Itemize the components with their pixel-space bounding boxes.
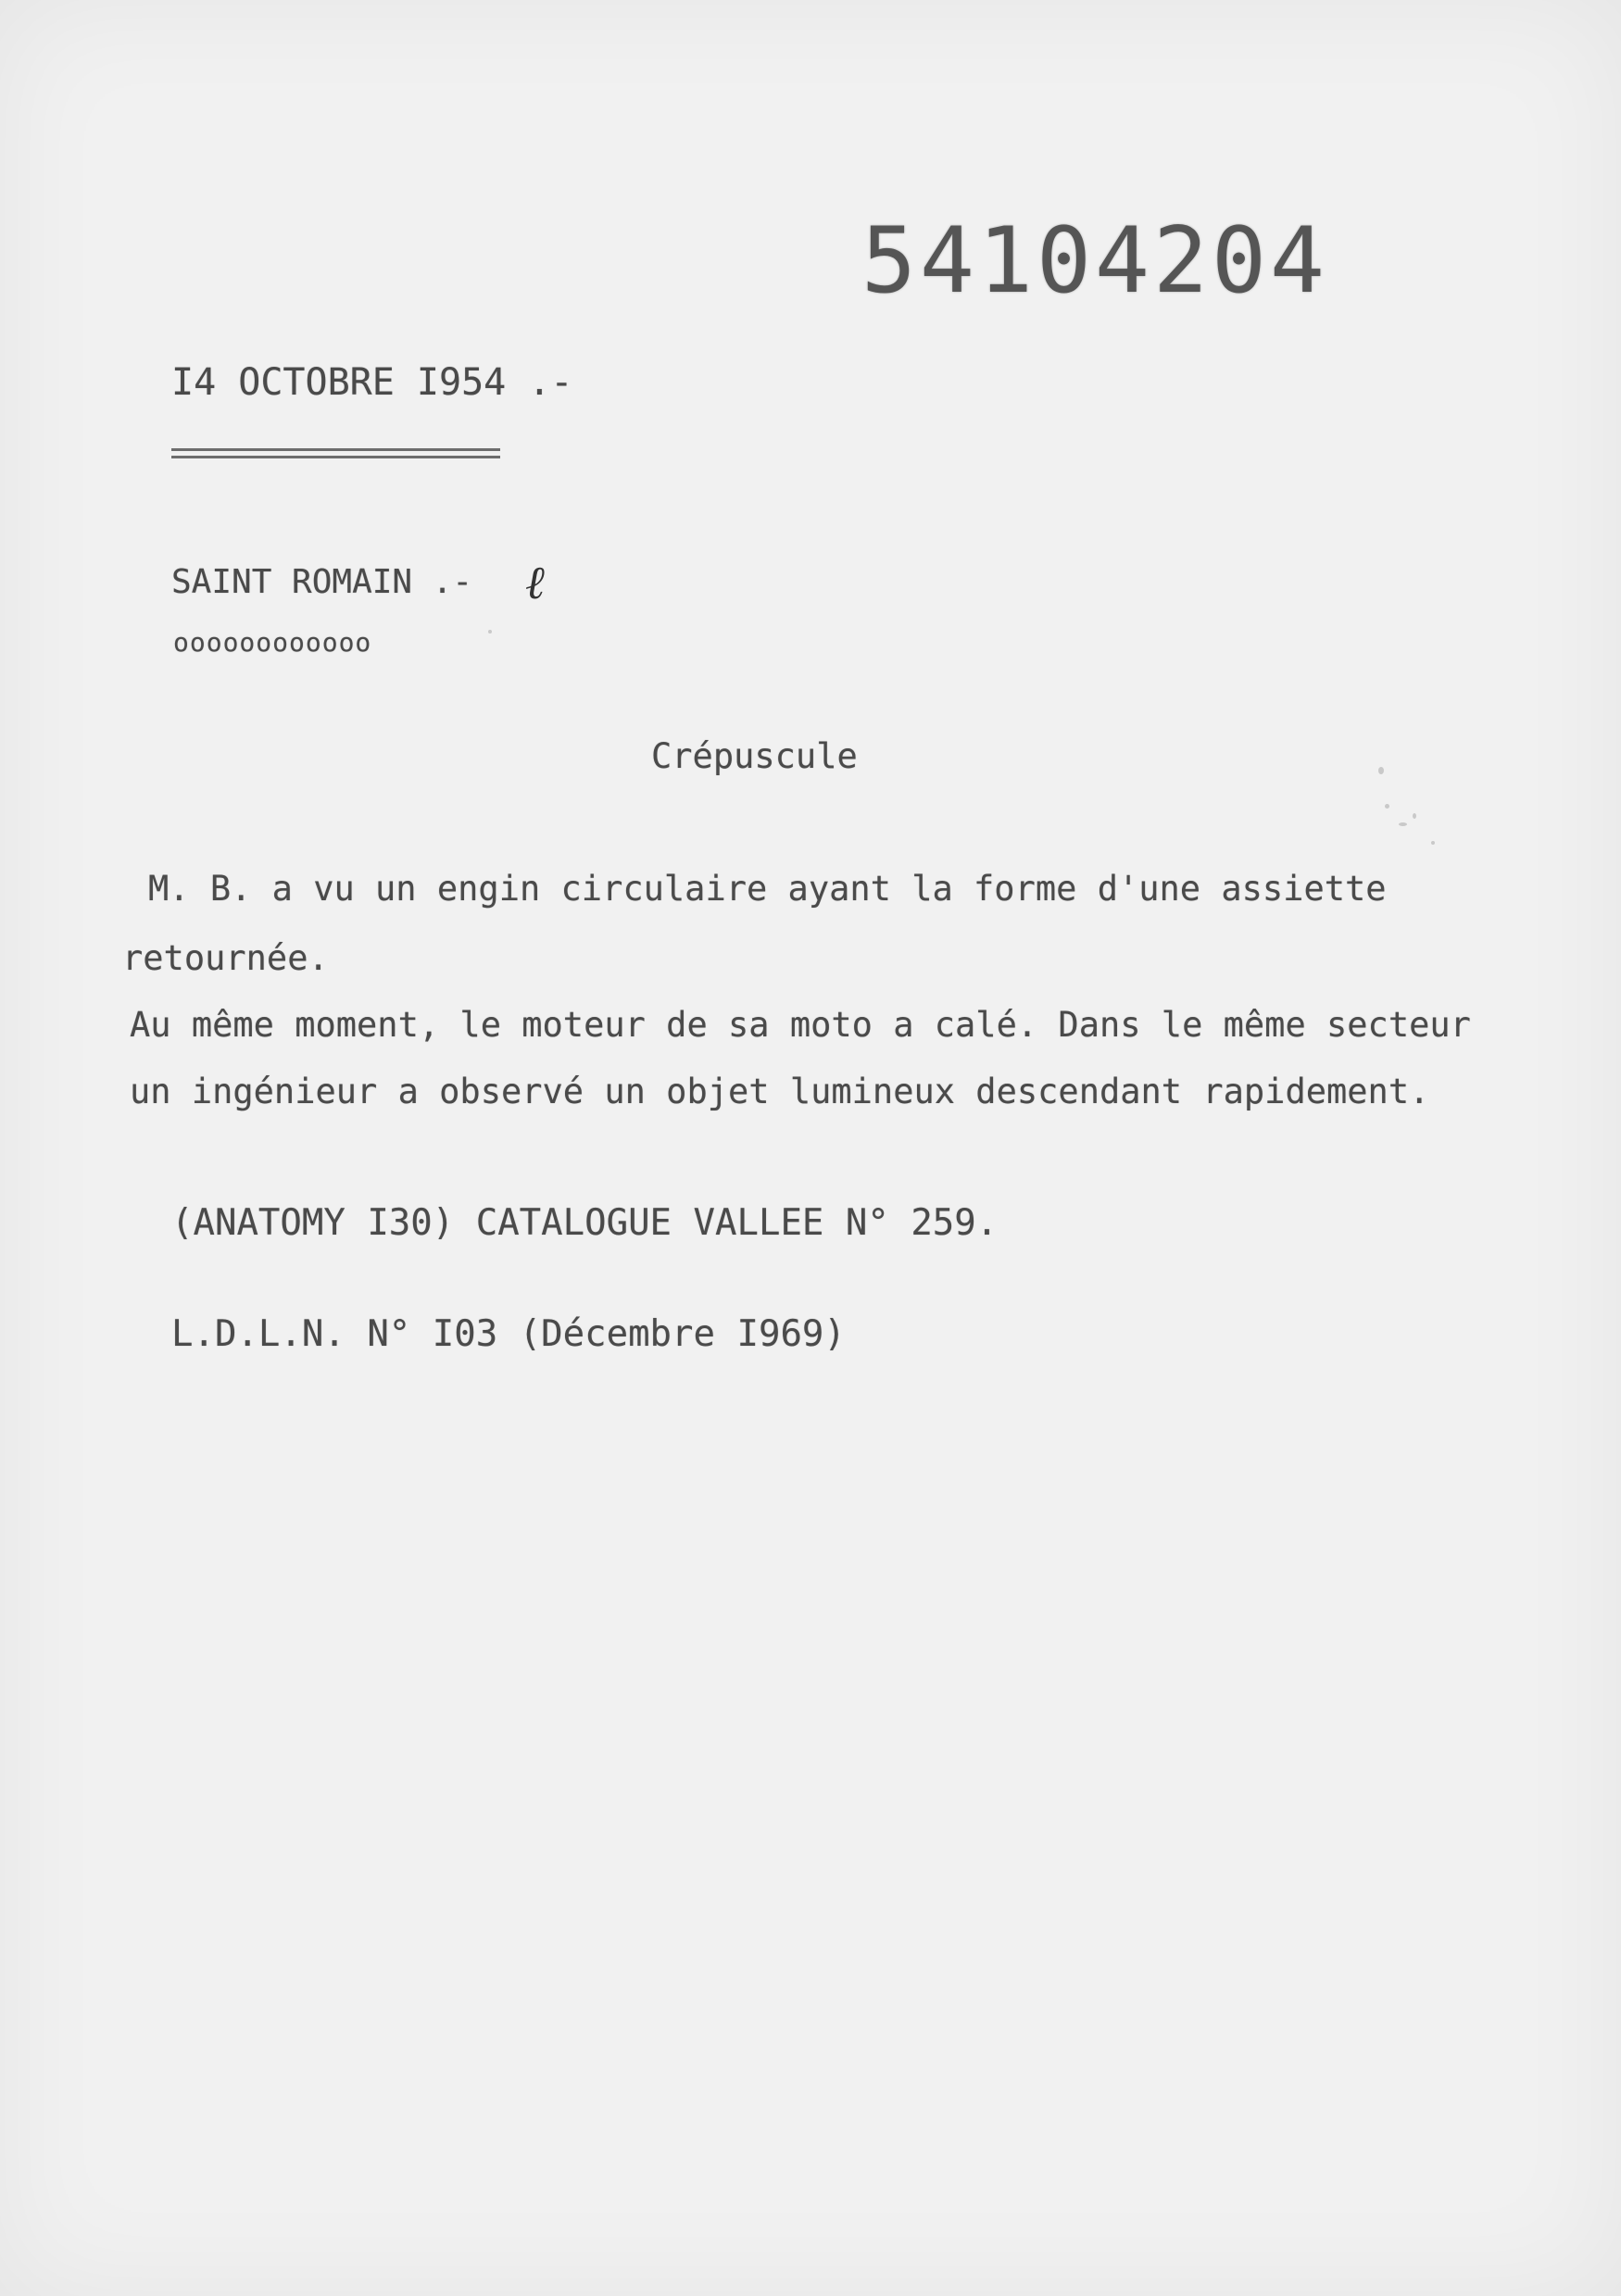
catalogue-reference: (ANATOMY I30) CATALOGUE VALLEE N° 259.	[171, 1202, 999, 1244]
scan-speck	[1399, 822, 1407, 826]
time-of-day: Crépuscule	[651, 736, 858, 776]
publication-reference: L.D.L.N. N° I03 (Décembre I969)	[171, 1313, 846, 1355]
location-name: SAINT ROMAIN .-	[171, 563, 473, 601]
record-number: 54104204	[861, 208, 1329, 314]
body-line: M. B. a vu un engin circulaire ayant la forme d'une assiette	[148, 869, 1387, 909]
body-line: un ingénieur a observé un objet lumineux descendant rapidement.	[130, 1072, 1430, 1111]
scan-speck	[488, 630, 492, 634]
report-date: I4 OCTOBRE I954 .-	[171, 361, 573, 404]
scan-speck	[1431, 841, 1435, 845]
handwritten-mark: ℓ	[525, 556, 545, 609]
body-line: retournée.	[122, 938, 329, 978]
scan-speck	[1378, 767, 1384, 774]
scan-speck	[1413, 813, 1416, 819]
location-ornament: oooooooooooo	[173, 627, 372, 658]
body-line: Au même moment, le moteur de sa moto a calé. Dans le même secteur	[130, 1005, 1471, 1045]
date-underline	[171, 448, 500, 451]
scan-speck	[1385, 804, 1389, 809]
date-underline	[171, 456, 500, 458]
